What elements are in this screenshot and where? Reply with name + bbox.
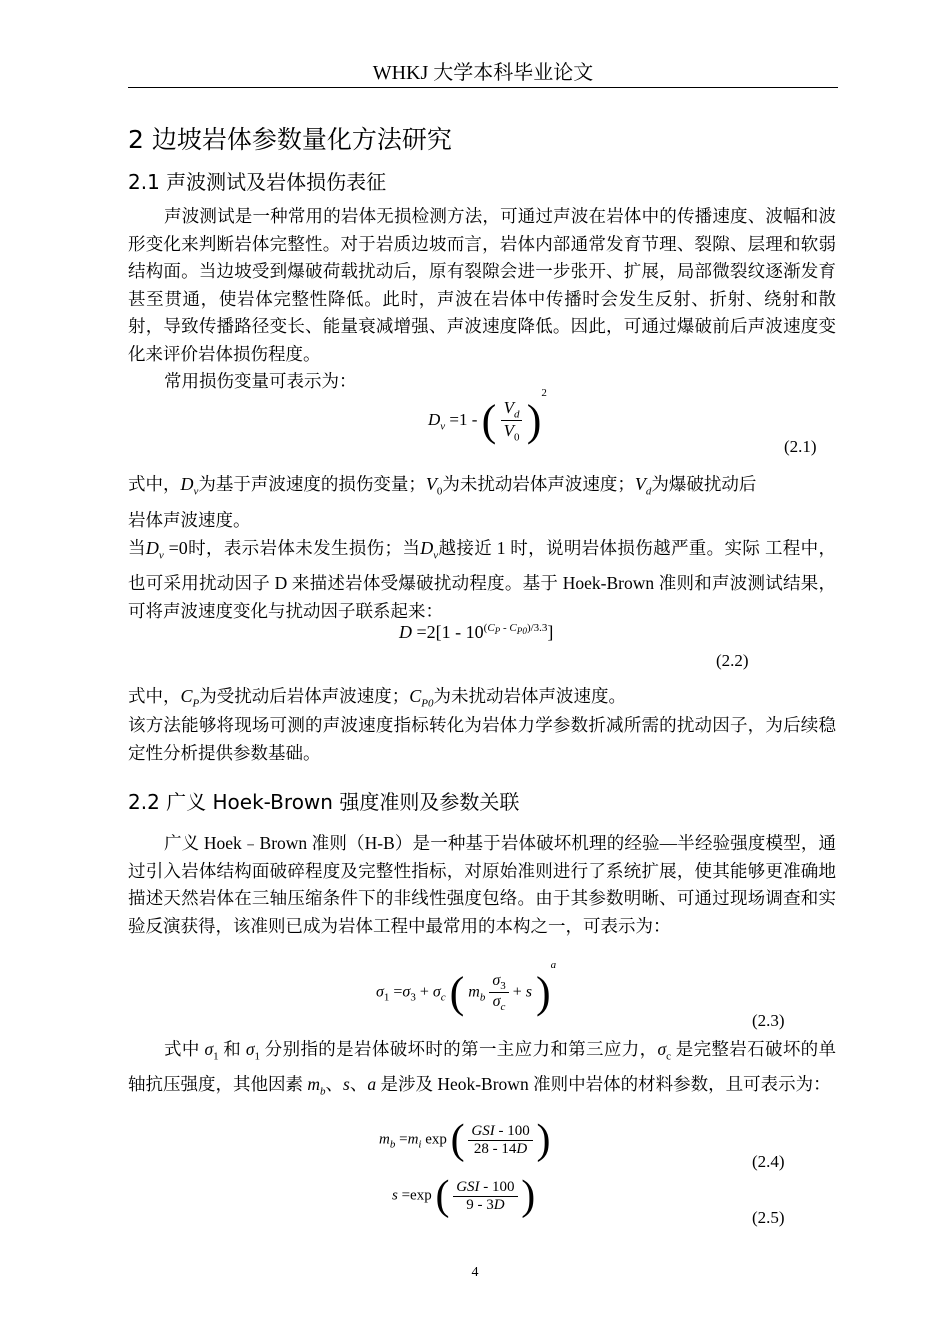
equation-2-3: $\sigma_1 =\sigma_3 + \sigma_c$ ( $m_b$ $\frac{\sigma_3}{\sigma_c}$ + s )$^a$ [376,959,557,1017]
section-2-1-paragraph-2: 常用损伤变量可表示为： [164,371,357,391]
running-header: WHKJ 大学本科毕业论文 [372,62,594,84]
page-number: 4 [471,1265,479,1280]
section-2-2-title: 2.2 广义 Hoek-Brown 强度准则及参数关联 [128,790,520,814]
equation-2-5-number: (2.5) [752,1208,785,1227]
section-2-1-paragraph-1: 声波测试是一种常用的岩体无损检测方法，可通过声波在岩体中的传播速度、波幅和波形变化来判断岩体完整性。对于岩质边坡而言，岩体内部通常发育节理、裂隙、层理和软弱结构面。当边坡受到爆破荷载扰动后，原有裂隙会进一步张开、扩展，局部微裂纹逐渐发育甚至贯通，使岩体完整性降低。此时，声波在岩体中传播时会发生反射、折射、绕射和散射，导致传播路径变长、能量衰减增强、声波速度降低。因此，可通过爆破前后声波速度变化来评价岩体损伤程度。 [128,206,836,364]
section-2-1-where-1: 式中，$D_v$为基于声波速度的损伤变量；$V_0$为未扰动岩体声波速度；$V_d$为爆破扰动后 岩体声波速度。 [128,474,757,530]
section-2-2-paragraph-1: 广义 Hoek﹣Brown 准则（H-B）是一种基于岩体破坏机理的经验—半经验强度模型，通过引入岩体结构面破碎程度及完整性指标，对原始准则进行了系统扩展，使其能够更准确地描述天然岩体在三轴压缩条件下的非线性强度包络。由于其参数明晰、可通过现场调查和实验反演获得，该准则已成为岩体工程中最常用的本构之一，可表示为： [128,833,836,936]
section-2-1-where-2: 式中，$C_P$为受扰动后岩体声波速度；$C_{P0}$为未扰动岩体声波速度。 [128,686,626,710]
chapter-title: 2 边坡岩体参数量化方法研究 [128,125,452,154]
equation-2-2-number: (2.2) [716,651,749,670]
equation-2-4: $m_b =m_i$ exp ( $\frac{\text{GSI - 100}}{28 - 14D}$ ) [379,1117,551,1163]
section-2-1-paragraph-3: 当$D_v =0$时，表示岩体未发生损伤；当$D_v$越接近 1 时，说明岩体损伤越严重。实际 工程中，也可采用扰动因子 D 来描述岩体受爆破扰动程度。基于 Hoek-Brown 准则和声波测试结果，可将声波速度变化与扰动因子联系起来： [128,538,837,621]
header-rule [128,87,838,88]
equation-2-4-number: (2.4) [752,1152,785,1171]
equation-2-2: $D =2[1 - 10^{(C_P - C_{P0})/3.3}]$ [399,622,554,642]
equation-2-5: s =exp ( $\frac{\text{GSI - 100}}{9 - 3D}$ ) [392,1173,536,1219]
equation-2-1: $D_v =1$ - ( $\frac{V_d}{V_0}$ )$^2$ [428,387,547,445]
section-2-1-paragraph-4: 该方法能够将现场可测的声波速度指标转化为岩体力学参数折减所需的扰动因子，为后续稳定性分析提供参数基础。 [128,715,836,763]
equation-2-3-number: (2.3) [752,1011,785,1030]
equation-2-1-number: (2.1) [784,437,817,456]
section-2-2-paragraph-2: 式中 $\sigma_1$ 和 $\sigma_1$ 分别指的是岩体破坏时的第一主应力和第三应力，$\sigma_c$ 是完整岩石破坏的单轴抗压强度，其他因素 $m_b$、s、a 是涉及 Heok-Brown 准则中岩体的材料参数，且可表示为： [128,1039,837,1098]
section-2-1-title: 2.1 声波测试及岩体损伤表征 [128,170,387,194]
